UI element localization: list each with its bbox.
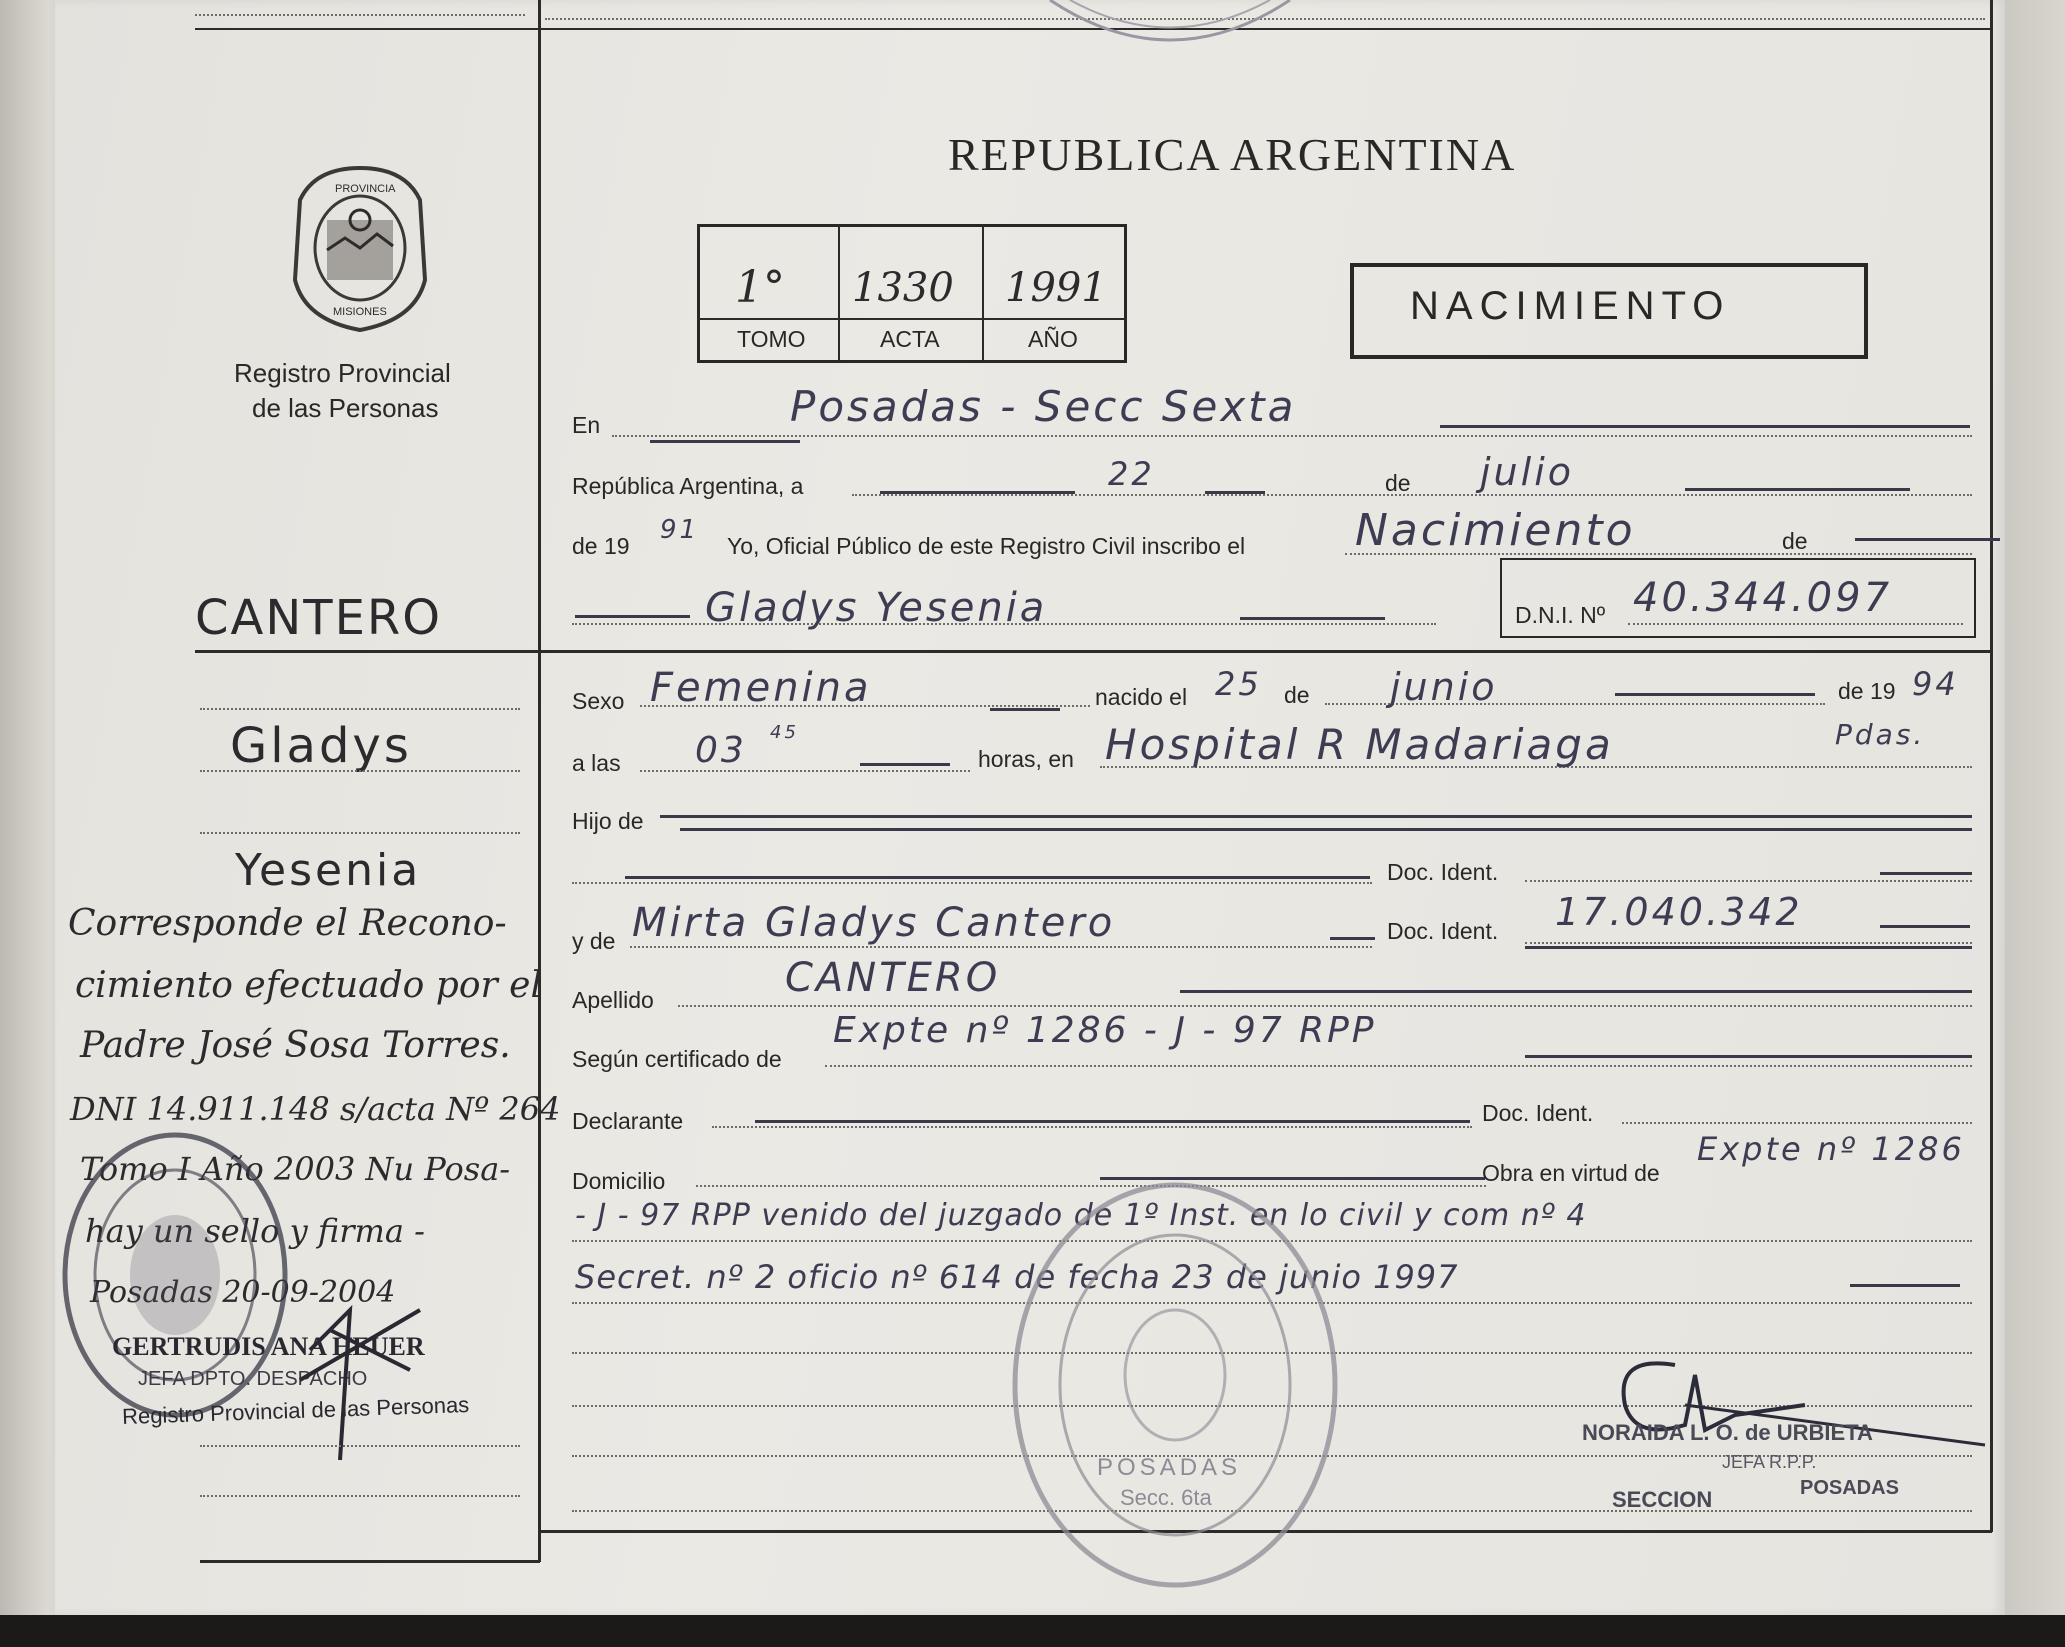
republica-dots: [852, 494, 1972, 496]
birth-year-suffix: 94: [1912, 665, 1959, 703]
event-stroke: [1855, 538, 2000, 541]
document-type: NACIMIENTO: [1410, 284, 1731, 328]
nacido-label: nacido el: [1095, 684, 1188, 710]
margin-dots-3: [200, 832, 520, 834]
middle-rule: [195, 650, 1990, 653]
stamp-section: Secc. 6ta: [1120, 1485, 1212, 1510]
margin-dots-4: [200, 1445, 520, 1447]
hijo-label: Hijo de: [572, 808, 644, 834]
a-las-label: a las: [572, 750, 621, 776]
segun-stroke: [1525, 1055, 1972, 1058]
margin-stamp-org: Registro Provincial de las Personas: [121, 1391, 470, 1430]
registry-round-stamp: [1005, 1175, 1345, 1595]
dni-value: 40.344.097: [1633, 575, 1893, 621]
margin-annotation-2: cimiento efectuado por el: [75, 965, 542, 1006]
mother-dots: [630, 946, 1372, 948]
page-edge: [2005, 0, 2065, 1647]
father-stroke: [625, 876, 1370, 879]
declarante-dots: [712, 1126, 1472, 1128]
mother-doc-stroke: [1880, 925, 1970, 928]
stamp-city: POSADAS: [1097, 1454, 1242, 1481]
minute-value: 45: [770, 722, 799, 743]
acta-label: ACTA: [880, 326, 940, 352]
place-value: Hospital R Madariaga: [1105, 720, 1614, 769]
registry-name-line2: de las Personas: [252, 393, 439, 423]
page-shadow: [0, 1615, 2065, 1647]
tomo-label: TOMO: [737, 326, 806, 352]
margin-annotation-6: hay un sello y firma -: [85, 1212, 425, 1250]
margin-dots-2: [200, 770, 520, 772]
apellido-dots: [678, 1005, 1972, 1007]
margin-stamp-name: GERTRUDIS ANA HEUER: [112, 1332, 425, 1361]
record-box-label-rule: [697, 318, 1124, 320]
margin-signature: [290, 1290, 430, 1480]
en-dots: [612, 435, 1972, 437]
obra-label: Obra en virtud de: [1482, 1160, 1660, 1186]
margin-surname: CANTERO: [195, 590, 443, 646]
hijo-stroke-1: [660, 815, 1972, 818]
dni-dots: [1628, 623, 1963, 625]
hour-value: 03: [695, 730, 747, 771]
mother-doc-dots: [1525, 942, 1972, 944]
apellido-label: Apellido: [572, 987, 654, 1013]
seal-top-text: PROVINCIA: [335, 183, 396, 195]
en-value: Posadas - Secc Sexta: [790, 382, 1297, 431]
note-line-1: - J - 97 RPP venido del juzgado de 1º Inst. en lo civil y com nº 4: [575, 1198, 1587, 1233]
month-value: julio: [1480, 450, 1575, 494]
de-label: de: [1385, 470, 1411, 496]
registry-name-line1: Registro Provincial: [234, 358, 451, 388]
doc-ident-label-3: Doc. Ident.: [1482, 1100, 1594, 1126]
margin-first-name: Gladys: [230, 718, 412, 774]
hour-stroke: [860, 763, 950, 766]
doc-ident-label-1: Doc. Ident.: [1387, 859, 1499, 885]
margin-dots-5: [200, 1495, 520, 1497]
record-box-divider-1: [838, 224, 840, 360]
oficial-label: Yo, Oficial Público de este Registro Civil inscribo el: [727, 533, 1246, 559]
birth-day-value: 25: [1215, 665, 1262, 703]
declarante-label: Declarante: [572, 1108, 684, 1134]
y-de-label: y de: [572, 928, 616, 954]
margin-annotation-1: Corresponde el Recono-: [68, 903, 507, 944]
seal-bottom-text: MISIONES: [333, 306, 387, 318]
sexo-stroke: [990, 708, 1060, 711]
hour-dots: [640, 770, 970, 772]
record-box-divider-2: [982, 224, 984, 360]
acta-value: 1330: [852, 265, 954, 311]
obra-value: Expte nº 1286: [1697, 1130, 1965, 1168]
sexo-value: Femenina: [650, 665, 872, 711]
margin-dots-1: [200, 708, 520, 710]
mother-doc-value: 17.040.342: [1555, 890, 1803, 934]
name-stroke-right: [1240, 617, 1385, 620]
month-stroke: [1685, 488, 1910, 491]
hijo-stroke-2: [680, 828, 1972, 831]
domicilio-label: Domicilio: [572, 1168, 666, 1194]
name-value: Gladys Yesenia: [705, 585, 1048, 631]
day-stroke-left: [880, 491, 1075, 494]
en-label: En: [572, 412, 601, 438]
day-stroke-right: [1205, 491, 1265, 494]
top-stamp-arc: [1040, 0, 1300, 60]
official-role: JEFA R.P.P.: [1722, 1452, 1817, 1472]
bottom-rule-left: [200, 1560, 540, 1563]
vertical-divider: [538, 0, 541, 1562]
apellido-value: CANTERO: [785, 955, 1001, 1001]
official-city: POSADAS: [1800, 1477, 1899, 1499]
tomo-value: 1°: [735, 262, 785, 313]
en-stroke-left: [650, 440, 800, 443]
note-line-2: Secret. nº 2 oficio nº 614 de fecha 23 de junio 1997: [575, 1258, 1459, 1296]
en-stroke: [1440, 425, 1970, 428]
day-value: 22: [1108, 455, 1155, 493]
margin-stamp-role: JEFA DPTO. DESPACHO: [138, 1368, 368, 1390]
declarante-stroke: [755, 1120, 1470, 1123]
mother-value: Mirta Gladys Cantero: [632, 900, 1116, 946]
segun-value: Expte nº 1286 - J - 97 RPP: [833, 1010, 1377, 1051]
father-doc-stroke: [1880, 872, 1972, 875]
country-title: REPUBLICA ARGENTINA: [948, 129, 1517, 180]
father-doc-dots: [1525, 880, 1972, 882]
father-dots: [572, 882, 1372, 884]
de19-label-2: de 19: [1838, 678, 1896, 704]
anio-label: AÑO: [1028, 326, 1078, 352]
name-stroke-left: [575, 615, 690, 618]
sexo-label: Sexo: [572, 688, 625, 714]
right-border: [1990, 0, 1993, 1532]
declarante-doc-dots: [1622, 1122, 1972, 1124]
year-suffix: 91: [660, 515, 700, 545]
segun-dots: [825, 1065, 1972, 1067]
republica-label: República Argentina, a: [572, 473, 804, 499]
margin-second-name: Yesenia: [235, 845, 422, 896]
de-label-3: de: [1284, 682, 1310, 708]
misiones-seal-icon: [285, 160, 435, 335]
mother-stroke: [1330, 937, 1375, 940]
de-label-2: de: [1782, 528, 1808, 554]
anio-value: 1991: [1005, 265, 1107, 311]
doc-ident-label-2: Doc. Ident.: [1387, 918, 1499, 944]
place-suffix: Pdas.: [1835, 718, 1926, 751]
birth-month-stroke: [1615, 693, 1815, 696]
official-name: NORAIDA L. O. de URBIETA: [1582, 1420, 1873, 1445]
sexo-dots: [640, 705, 1090, 707]
horas-label: horas, en: [978, 746, 1074, 772]
margin-annotation-4: DNI 14.911.148 s/acta Nº 264: [70, 1090, 561, 1128]
top-dotted: [195, 14, 525, 16]
mother-doc-stroke-2: [1525, 946, 1972, 949]
apellido-stroke: [1180, 990, 1972, 993]
official-section: SECCION: [1612, 1487, 1713, 1512]
dni-label: D.N.I. Nº: [1515, 602, 1606, 628]
margin-annotation-3: Padre José Sosa Torres.: [80, 1025, 511, 1066]
segun-label: Según certificado de: [572, 1046, 782, 1072]
birth-month-value: junio: [1390, 665, 1498, 709]
margin-annotation-7: Posadas 20-09-2004: [90, 1275, 396, 1310]
event-value: Nacimiento: [1355, 505, 1636, 556]
de19-label: de 19: [572, 533, 630, 559]
note-stroke-2: [1850, 1284, 1960, 1287]
margin-annotation-5: Tomo I Año 2003 Nu Posa-: [80, 1150, 511, 1188]
